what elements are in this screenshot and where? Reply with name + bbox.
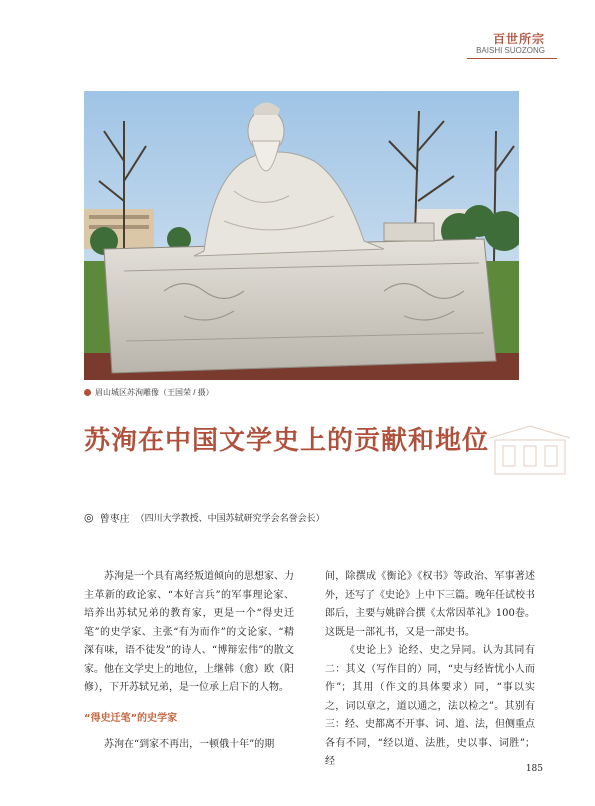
article-title: 苏洵在中国文学史上的贡献和地位 <box>84 426 490 456</box>
photo-caption <box>84 387 214 398</box>
author-name: 曾枣庄 <box>99 514 130 525</box>
paragraph: 苏洵是一个具有离经叛道倾向的思想家、力主革新的政论家、“本好言兵”的军事理论家、培养出苏轼兄弟的教育家，更是一个“得史迁笔”的史学家、主张“有为而作”的文论家、“精深有味，语不徒发”的诗人、“博辩宏伟”的散文家。他在文学史上的地位，上继韩（愈）欧（阳修），下开苏轼兄弟，是一位承上启下的人物。 <box>84 571 294 693</box>
author-mark-icon: ◎ <box>84 511 94 524</box>
caption-text: 眉山城区苏洵雕像（王国荣 / 摄） <box>95 388 214 397</box>
author-note: （四川大学教授、中国苏轼研究学会名誉会长） <box>135 514 325 524</box>
header-rule <box>467 58 557 59</box>
statue-photo <box>84 91 519 380</box>
paragraph: 间，除撰成《衡论》《权书》等政治、军事著述外，还写了《史论》上中下三篇。晚年任试校书郎后，主要与姚辟合撰《太常因革礼》100卷。这既是一部礼书，又是一部史书。 <box>325 571 535 638</box>
right-column <box>325 568 535 772</box>
section-heading: “得史迁笔”的史学家 <box>84 712 178 724</box>
paragraph: 《史论上》论经、史之异同。认为其同有二：其义（写作目的）同，“史与经皆忧小人而作”；其用（作文的具体要求）同，“事以实之，词以章之，道以通之，法以检之”。其别有三：经、史都离不开事、词、道、法，但侧重点各有不同，“经以道、法胜，史以事、词胜”；经 <box>325 645 535 767</box>
page-number: 185 <box>525 764 543 774</box>
column-name: 百世所宗 <box>492 32 545 46</box>
author-line <box>84 510 325 525</box>
left-column <box>84 568 294 755</box>
column-name-en: BAISHI SUOZONG <box>476 46 545 55</box>
paragraph: 苏洵在“到家不再出，一顿俄十年”的期 <box>104 739 275 750</box>
decorative-building-icon <box>485 418 575 478</box>
caption-bullet-icon <box>84 389 91 396</box>
